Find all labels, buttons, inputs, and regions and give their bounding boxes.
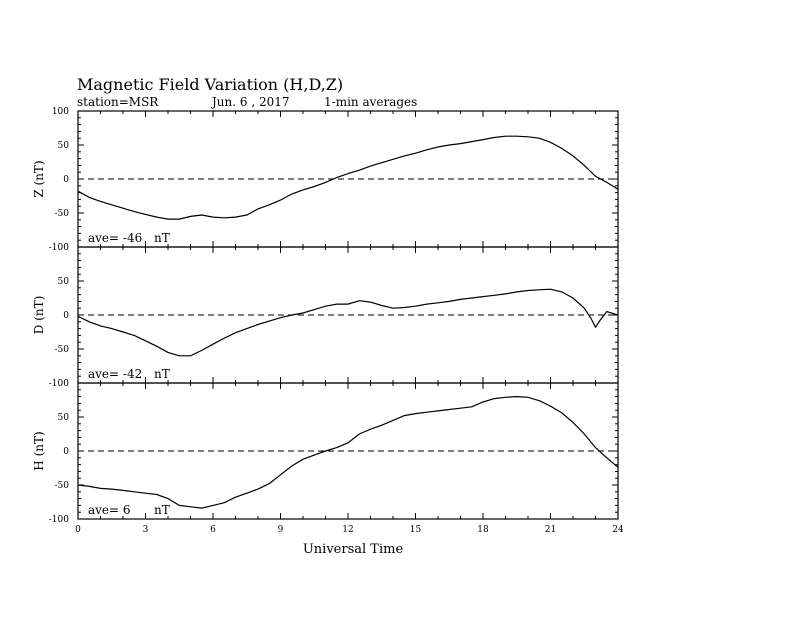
subtitle-date: Jun. 6 , 2017 [212, 95, 290, 109]
y-tick-label-d: -100 [48, 379, 69, 389]
series-line-h [78, 397, 618, 509]
x-axis-label: Universal Time [302, 542, 404, 557]
y-tick-label-z: 0 [63, 175, 69, 185]
x-tick-label: 21 [544, 525, 557, 535]
average-unit-d: nT [154, 367, 170, 381]
y-tick-label-d: 50 [57, 277, 69, 287]
x-tick-label: 3 [142, 525, 149, 535]
y-tick-label-z: -50 [54, 209, 69, 219]
average-label-d: ave= -42 [88, 367, 143, 381]
y-tick-label-d: -50 [54, 345, 69, 355]
y-tick-label-h: -100 [48, 515, 69, 525]
x-tick-label: 18 [477, 525, 489, 535]
y-tick-label-z: 100 [51, 107, 69, 117]
subtitle-averaging: 1-min averages [324, 95, 418, 109]
y-tick-label-h: -50 [54, 481, 69, 491]
y-tick-label-z: 50 [57, 141, 69, 151]
series-line-z [78, 136, 618, 219]
y-tick-label-z: -100 [48, 243, 69, 253]
x-tick-label: 12 [342, 525, 354, 535]
average-unit-h: nT [154, 503, 170, 517]
average-label-z: ave= -46 [88, 231, 143, 245]
x-tick-label: 0 [75, 525, 81, 535]
x-tick-label: 15 [409, 525, 422, 535]
y-axis-label-z: Z (nT) [32, 160, 46, 198]
y-axis-label-d: D (nT) [32, 295, 46, 335]
subtitle-station: station=MSR [77, 95, 159, 109]
chart-title: Magnetic Field Variation (H,D,Z) [77, 75, 344, 94]
y-tick-label-h: 50 [57, 413, 69, 423]
y-tick-label-d: 0 [63, 311, 69, 321]
average-label-h: ave= 6 [88, 503, 131, 517]
y-axis-label-h: H (nT) [32, 431, 46, 471]
x-tick-label: 9 [277, 525, 284, 535]
x-tick-label: 6 [210, 525, 216, 535]
series-line-d [78, 289, 618, 356]
average-unit-z: nT [154, 231, 170, 245]
y-tick-label-h: 0 [63, 447, 69, 457]
x-tick-label: 24 [612, 525, 624, 535]
